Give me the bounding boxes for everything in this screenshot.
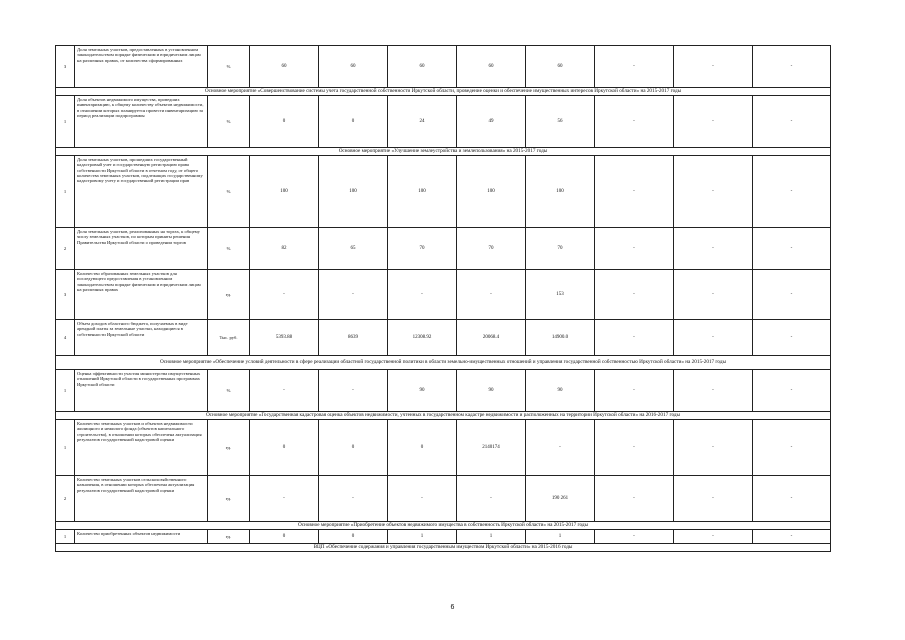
value-cell: - (753, 530, 831, 544)
value-cell: - (595, 476, 674, 522)
row-number-cell: 3 (56, 270, 75, 320)
unit-cell: ед. (208, 420, 250, 476)
value-cell: 0 (388, 420, 457, 476)
value-cell: 90 (526, 370, 595, 412)
value-cell: 1 (388, 530, 457, 544)
value-cell: - (753, 420, 831, 476)
value-cell: - (674, 370, 753, 412)
value-cell: 60 (250, 46, 319, 88)
table-row (56, 320, 831, 356)
value-cell: - (319, 476, 388, 522)
value-cell: - (595, 320, 674, 356)
section-header-text: Основное мероприятие «Улучшение землеустройства и землепользования» на 2015-2017 годы (56, 148, 831, 156)
value-cell: - (388, 476, 457, 522)
table-row (56, 270, 831, 320)
unit-cell: ед. (208, 530, 250, 544)
indicator-name-cell: Количество приобретенных объектов недвижимости (75, 530, 208, 544)
value-cell: 0 (319, 530, 388, 544)
value-cell: - (595, 530, 674, 544)
row-number-cell: 1 (56, 370, 75, 412)
table-row (56, 530, 831, 544)
value-cell: 1 (457, 530, 526, 544)
document-page (55, 45, 830, 577)
value-cell: 1 (526, 530, 595, 544)
value-cell: - (753, 156, 831, 228)
table-row (56, 420, 831, 476)
value-cell: - (674, 270, 753, 320)
row-number-cell: 1 (56, 156, 75, 228)
value-cell: 100 (388, 156, 457, 228)
value-cell: 0 (319, 96, 388, 148)
value-cell: - (526, 420, 595, 476)
value-cell: 0 (250, 530, 319, 544)
row-number-cell: 2 (56, 228, 75, 270)
value-cell: - (250, 370, 319, 412)
unit-cell: Тыс. руб. (208, 320, 250, 356)
value-cell: - (250, 476, 319, 522)
value-cell: 60 (388, 46, 457, 88)
value-cell: - (674, 96, 753, 148)
value-cell: 100 (250, 156, 319, 228)
value-cell: - (674, 46, 753, 88)
value-cell: 100 (526, 156, 595, 228)
value-cell: 0 (319, 420, 388, 476)
value-cell: 100 (319, 156, 388, 228)
value-cell: 24 (388, 96, 457, 148)
indicator-name-cell: Количество образованных земельных участков для последующего предоставления в установленном законодательством порядке физическим и юридическим лицам на различных правах (75, 270, 208, 320)
indicator-name-cell: Количество земельных участков сельскохозяйственного назначения, в отношении которых обеспечена актуализация результатов государственной кадастровой оценки (75, 476, 208, 522)
section-header-text: Основное мероприятие «Государственная кадастровая оценка объектов недвижимости, учтенных в государственном кадастре недвижимости и расположенных на территории Иркутской области» на 2016-2017 годы (56, 412, 831, 420)
value-cell: 5393.88 (250, 320, 319, 356)
value-cell: 65 (319, 228, 388, 270)
value-cell: 60 (457, 46, 526, 88)
value-cell: 190 261 (526, 476, 595, 522)
value-cell: 70 (457, 228, 526, 270)
indicators-table (55, 45, 831, 552)
value-cell: - (753, 228, 831, 270)
row-number-cell: 2 (56, 476, 75, 522)
value-cell: 12308.92 (388, 320, 457, 356)
row-number-cell: 3 (56, 46, 75, 88)
value-cell: - (319, 370, 388, 412)
section-header-row (56, 522, 831, 530)
row-number-cell: 1 (56, 530, 75, 544)
unit-cell: % (208, 46, 250, 88)
value-cell: - (674, 156, 753, 228)
value-cell: - (674, 320, 753, 356)
value-cell: 100 (457, 156, 526, 228)
value-cell: - (753, 320, 831, 356)
table-row (56, 228, 831, 270)
value-cell: 90 (457, 370, 526, 412)
value-cell: 14900.0 (526, 320, 595, 356)
indicator-name-cell: Доля земельных участков, реализованных на торгах, к общему числу земельных участков, по которым приняты решения Правительства Иркутской области о проведении торгов (75, 228, 208, 270)
value-cell: - (457, 270, 526, 320)
page-number: 6 (450, 604, 455, 611)
section-header-text: Основное мероприятие «Приобретение объектов недвижимого имущества в собственность Иркутской области» на 2015-2017 годы (56, 522, 831, 530)
table-row (56, 476, 831, 522)
table-row (56, 156, 831, 228)
indicator-name-cell: Объем доходов областного бюджета, получаемых в виде арендной платы за земельные участки, находящиеся в собственности Иркутской области (75, 320, 208, 356)
indicator-name-cell: Количество земельных участков и объектов недвижимости жилищного и нежилого фонда (объектов капитального строительства), в отношении которых обеспечена актуализация результатов государственной кадастровой оценки (75, 420, 208, 476)
unit-cell: ед. (208, 270, 250, 320)
value-cell: - (250, 270, 319, 320)
value-cell: 82 (250, 228, 319, 270)
value-cell: - (753, 46, 831, 88)
value-cell: 0 (250, 96, 319, 148)
section-header-row (56, 412, 831, 420)
section-header-row (56, 148, 831, 156)
unit-cell: % (208, 96, 250, 148)
value-cell: - (753, 370, 831, 412)
value-cell: - (595, 156, 674, 228)
value-cell: 90 (388, 370, 457, 412)
row-number-cell: 4 (56, 320, 75, 356)
value-cell: - (457, 476, 526, 522)
value-cell: 2140174 (457, 420, 526, 476)
section-header-text: Основное мероприятие «Совершенствование системы учета государственной собственности Иркутской области, проведение оценки и обеспечение имущественных интересов Иркутской области» на 2015-2017 годы (56, 88, 831, 96)
section-header-row (56, 88, 831, 96)
unit-cell: % (208, 228, 250, 270)
value-cell: - (595, 270, 674, 320)
value-cell: - (595, 228, 674, 270)
value-cell: 8639 (319, 320, 388, 356)
unit-cell: % (208, 370, 250, 412)
value-cell: 60 (319, 46, 388, 88)
indicator-name-cell: Доля земельных участков, прошедших государственный кадастровый учет и государственную регистрацию права собственности Иркутской области в отчетном году, от общего количества земельных участков, подлежащих государственному кадастровому учету и государственной регистрации прав (75, 156, 208, 228)
value-cell: 56 (526, 96, 595, 148)
value-cell: - (674, 476, 753, 522)
indicator-name-cell: Доля объектов недвижимого имущества, проведших инвентаризацию, к общему количеству объектов недвижимости, в отношении которых планируется провести инвентаризацию за период реализации подпрограммы (75, 96, 208, 148)
value-cell: - (319, 270, 388, 320)
value-cell: - (674, 420, 753, 476)
value-cell: - (753, 270, 831, 320)
row-number-cell: 1 (56, 96, 75, 148)
indicator-name-cell: Оценка эффективности участия министерства имущественных отношений Иркутской области в государственных программах Иркутской области (75, 370, 208, 412)
value-cell: - (595, 96, 674, 148)
value-cell: - (595, 370, 674, 412)
section-header-row (56, 544, 831, 552)
value-cell: 70 (388, 228, 457, 270)
value-cell: 70 (526, 228, 595, 270)
value-cell: - (595, 46, 674, 88)
section-header-text: Основное мероприятие «Обеспечение условий деятельности в сфере реализации областной государственной политики в области земельно-имущественных отношений и управления государственной собственностью Иркутской области» на 2015-2017 годы (56, 356, 831, 370)
section-header-text: ВЦП «Обеспечение содержания и управления государственным имуществом Иркутской области» на 2015-2016 годы (56, 544, 831, 552)
value-cell: - (674, 228, 753, 270)
section-header-row (56, 356, 831, 370)
table-row (56, 370, 831, 412)
value-cell: - (388, 270, 457, 320)
unit-cell: ед. (208, 476, 250, 522)
row-number-cell: 1 (56, 420, 75, 476)
value-cell: 153 (526, 270, 595, 320)
value-cell: - (753, 476, 831, 522)
table-row (56, 96, 831, 148)
value-cell: - (674, 530, 753, 544)
unit-cell: % (208, 156, 250, 228)
indicator-name-cell: Доля земельных участков, предоставленных в установленном законодательством порядке физическим и юридическим лицам на различных правах, от количества сформированных (75, 46, 208, 88)
value-cell: 0 (250, 420, 319, 476)
value-cell: - (595, 420, 674, 476)
value-cell: 20068.4 (457, 320, 526, 356)
value-cell: 49 (457, 96, 526, 148)
value-cell: - (753, 96, 831, 148)
table-row (56, 46, 831, 88)
value-cell: 60 (526, 46, 595, 88)
